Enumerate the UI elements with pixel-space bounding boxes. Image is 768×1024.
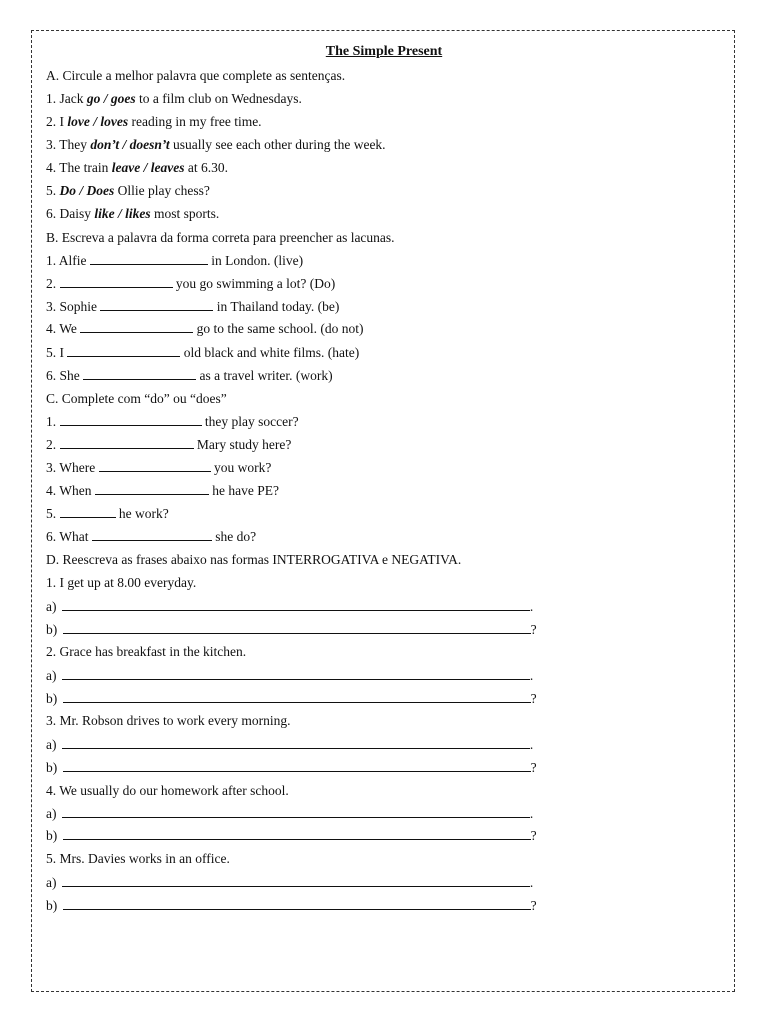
section-c-item-5: 5. he work? [46, 506, 169, 521]
section-b-item-1: 1. Alfie in London. (live) [46, 253, 304, 268]
answer-line[interactable] [62, 874, 530, 887]
section-a-item-3: 3. They don’t / doesn’t usually see each other during the week. [46, 137, 386, 152]
answer-row-interrogative: a) . [46, 875, 534, 890]
answer-line[interactable] [63, 897, 531, 910]
section-b-item-4: 4. We go to the same school. (do not) [46, 321, 364, 336]
section-d-sentence-3: 3. Mr. Robson drives to work every morning. [46, 713, 291, 728]
section-b-item-2: 2. you go swimming a lot? (Do) [46, 276, 336, 291]
word-choice: go / goes [86, 91, 136, 106]
answer-blank[interactable] [67, 344, 180, 357]
section-b-item-6: 6. She as a travel writer. (work) [46, 368, 333, 383]
page-title: The Simple Present [325, 44, 443, 59]
answer-row-interrogative: a) . [46, 806, 534, 821]
word-choice: love / loves [67, 114, 129, 129]
answer-blank[interactable] [60, 275, 173, 288]
answer-row-negative: b) ? [46, 760, 537, 775]
section-b-heading: B. Escreva a palavra da forma correta para preencher as lacunas. [46, 230, 395, 245]
section-c-heading: C. Complete com “do” ou “does” [46, 391, 227, 406]
section-c-item-1: 1. they play soccer? [46, 414, 299, 429]
answer-blank[interactable] [83, 367, 196, 380]
section-a-item-2: 2. I love / loves reading in my free time. [46, 114, 262, 129]
answer-line[interactable] [62, 667, 530, 680]
section-a-heading: A. Circule a melhor palavra que complete as sentenças. [46, 68, 346, 83]
section-d-sentence-5: 5. Mrs. Davies works in an office. [46, 851, 230, 866]
answer-line[interactable] [63, 759, 531, 772]
answer-row-negative: b) ? [46, 828, 537, 843]
section-d-sentence-2: 2. Grace has breakfast in the kitchen. [46, 644, 247, 659]
answer-row-interrogative: a) . [46, 599, 534, 614]
section-a-item-6: 6. Daisy like / likes most sports. [46, 206, 220, 221]
answer-line[interactable] [62, 598, 530, 611]
answer-blank[interactable] [60, 436, 194, 449]
answer-row-interrogative: a) . [46, 668, 534, 683]
answer-row-negative: b) ? [46, 622, 537, 637]
word-choice: Do / Does [59, 183, 115, 198]
section-c-item-4: 4. When he have PE? [46, 483, 279, 498]
section-a-item-4: 4. The train leave / leaves at 6.30. [46, 160, 228, 175]
word-choice: leave / leaves [111, 160, 185, 175]
word-choice: don’t / doesn’t [90, 137, 170, 152]
answer-blank[interactable] [80, 320, 193, 333]
answer-blank[interactable] [100, 298, 213, 311]
section-a-item-5: 5. Do / Does Ollie play chess? [46, 183, 210, 198]
answer-line[interactable] [63, 690, 531, 703]
answer-line[interactable] [63, 621, 531, 634]
section-d-heading: D. Reescreva as frases abaixo nas formas INTERROGATIVA e NEGATIVA. [46, 552, 462, 567]
answer-line[interactable] [62, 736, 530, 749]
section-c-item-3: 3. Where you work? [46, 460, 272, 475]
answer-line[interactable] [62, 805, 530, 818]
section-a-item-1: 1. Jack go / goes to a film club on Wednesdays. [46, 91, 302, 106]
answer-line[interactable] [63, 827, 531, 840]
word-choice: like / likes [94, 206, 151, 221]
answer-blank[interactable] [60, 505, 116, 518]
answer-row-interrogative: a) . [46, 737, 534, 752]
section-c-item-2: 2. Mary study here? [46, 437, 292, 452]
answer-blank[interactable] [60, 413, 202, 426]
section-d-sentence-4: 4. We usually do our homework after school. [46, 783, 289, 798]
section-b-item-3: 3. Sophie in Thailand today. (be) [46, 299, 340, 314]
answer-blank[interactable] [90, 252, 208, 265]
answer-blank[interactable] [99, 459, 211, 472]
answer-row-negative: b) ? [46, 691, 537, 706]
answer-row-negative: b) ? [46, 898, 537, 913]
answer-blank[interactable] [95, 482, 209, 495]
section-c-item-6: 6. What she do? [46, 529, 257, 544]
section-b-item-5: 5. I old black and white films. (hate) [46, 345, 360, 360]
section-d-sentence-1: 1. I get up at 8.00 everyday. [46, 575, 197, 590]
answer-blank[interactable] [92, 528, 212, 541]
